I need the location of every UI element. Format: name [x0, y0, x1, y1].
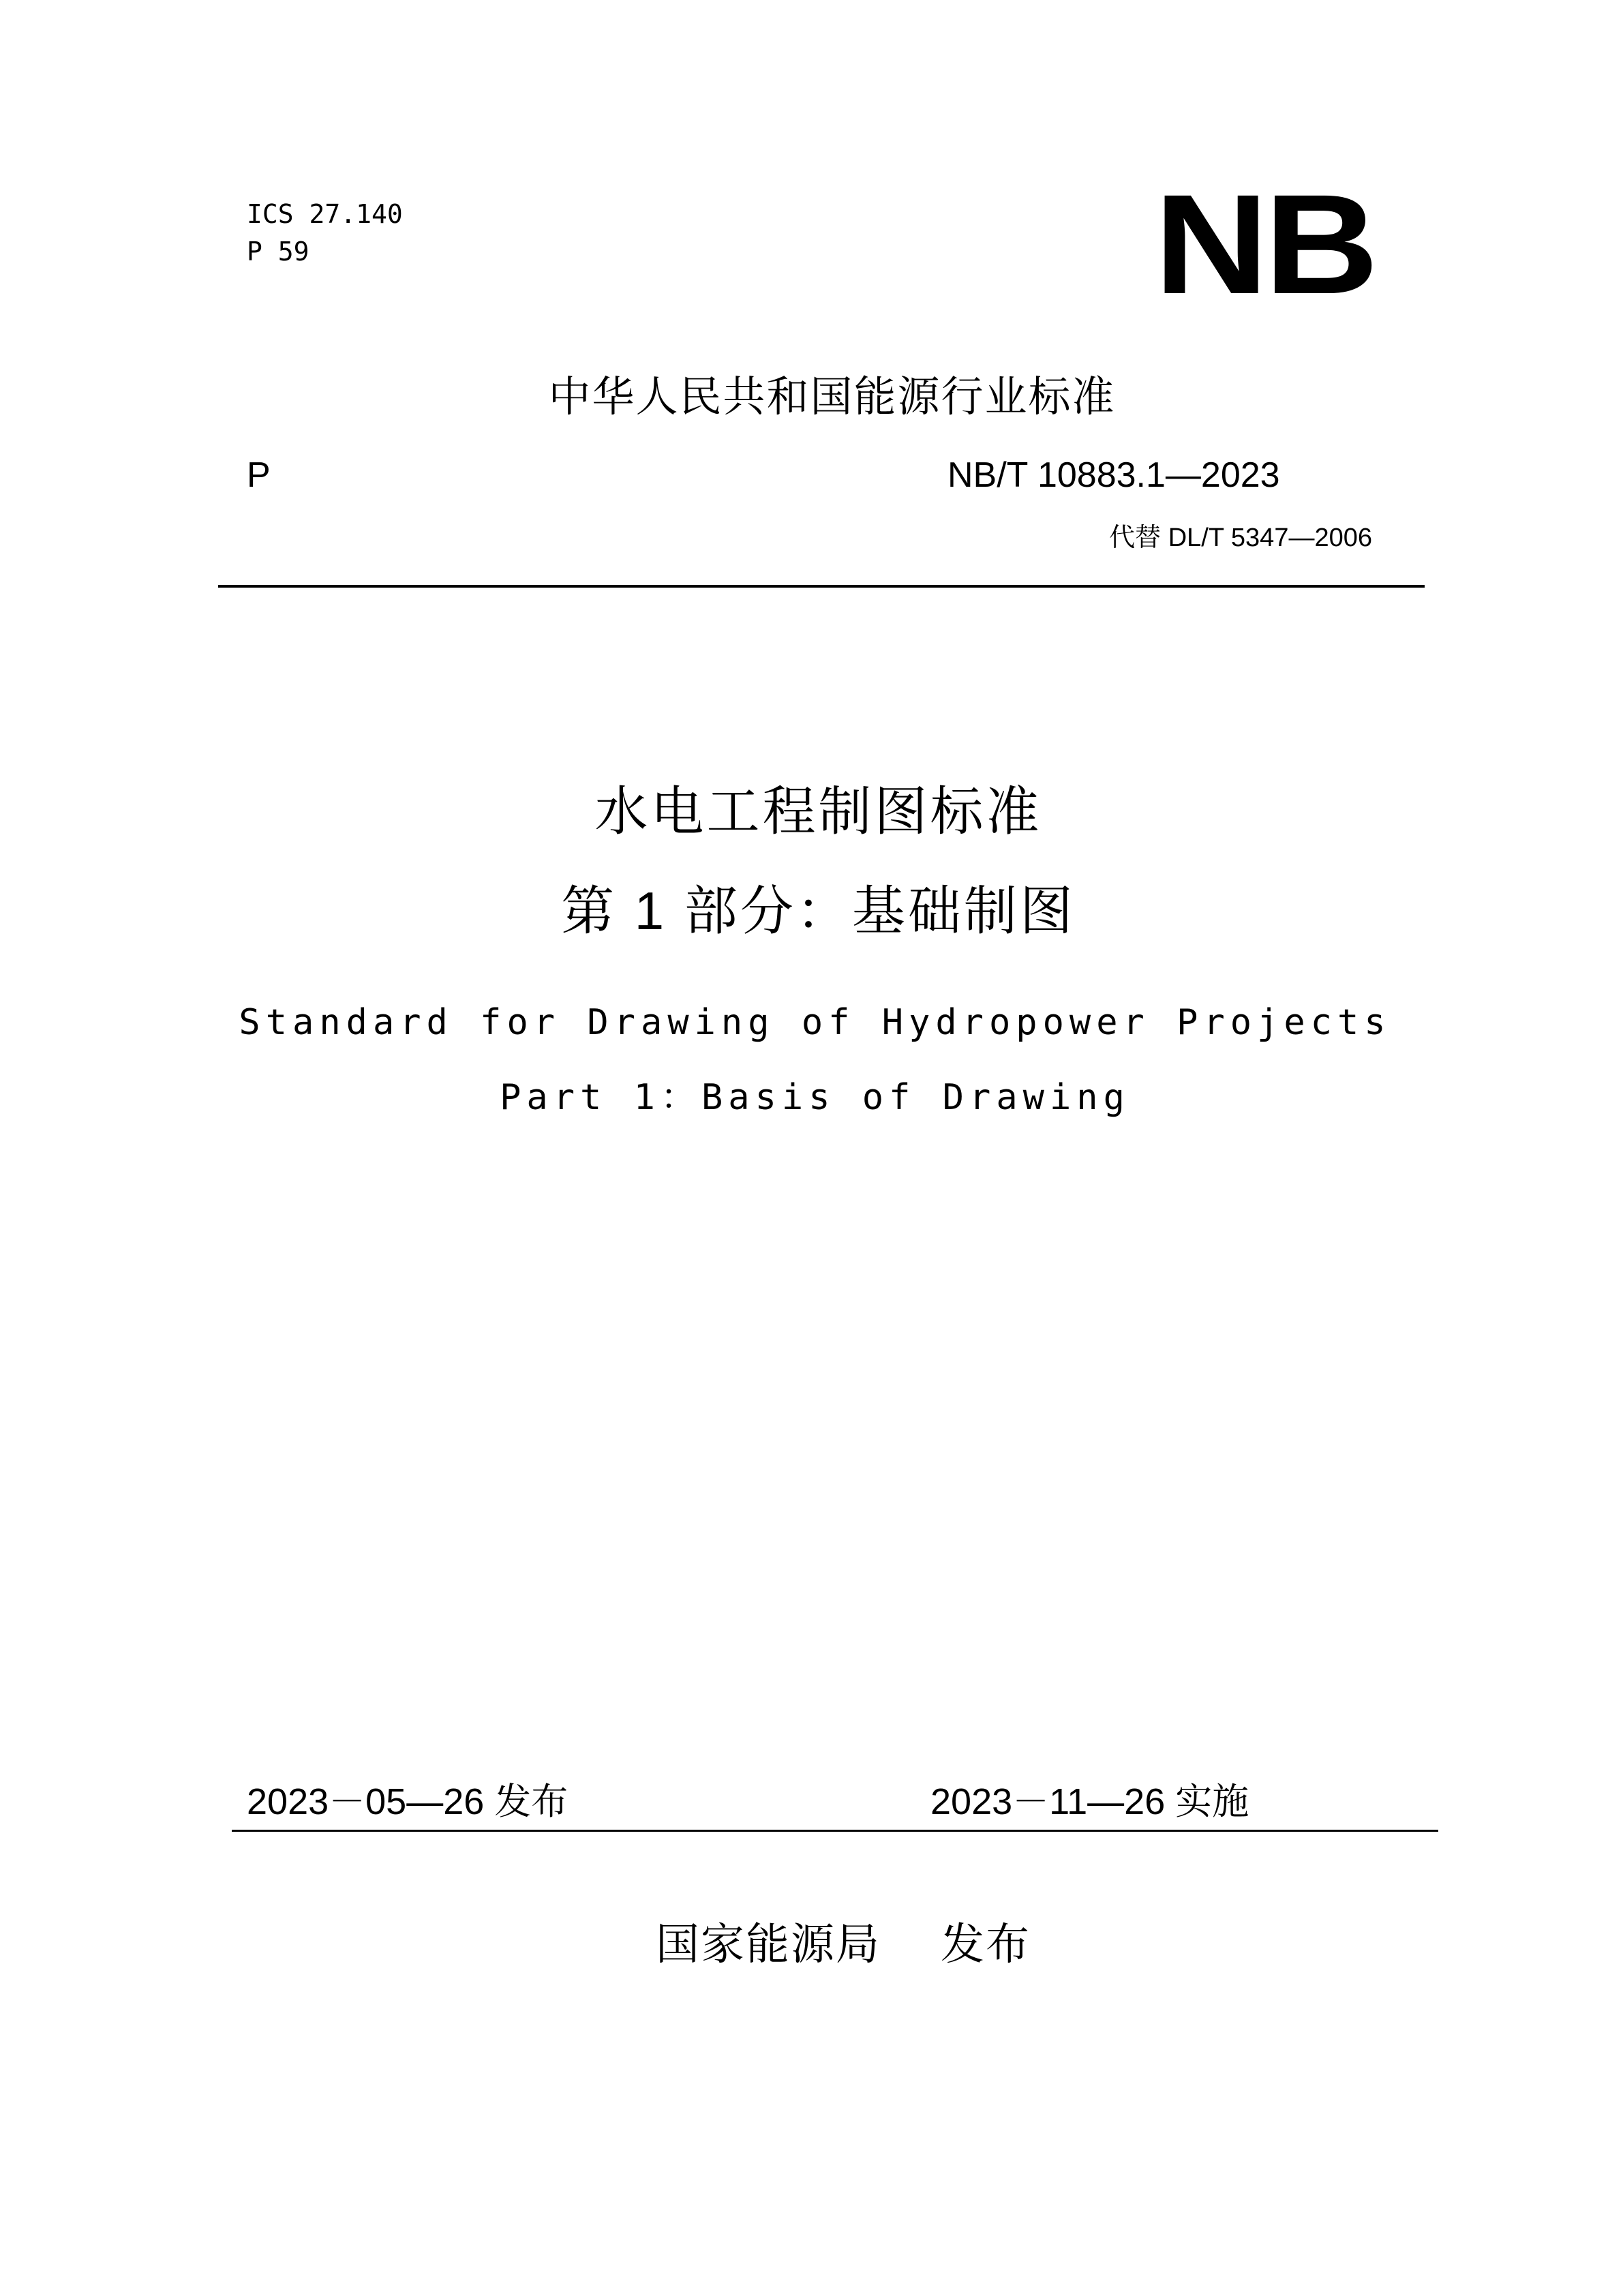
title-chinese-part: 第 1 部分：基础制图 [561, 881, 1076, 941]
title-chinese-main: 水电工程制图标准 [594, 781, 1042, 841]
issuing-authority: 国家能源局 [656, 1920, 881, 1969]
standard-category: 中华人民共和国能源行业标准 [548, 374, 1116, 421]
title-english-part: Part 1：Basis of Drawing [500, 1077, 1130, 1118]
effective-date: 2023－11—26 实施 [930, 1781, 1249, 1822]
classification-mark: P [247, 455, 271, 495]
title-english-main: Standard for Drawing of Hydropower Projects [239, 1002, 1391, 1043]
top-divider [218, 585, 1425, 588]
nb-logo: NB [1154, 166, 1375, 324]
replaces-standard: 代替 DL/T 5347—2006 [1109, 524, 1372, 552]
issuing-action: 发布 [941, 1920, 1031, 1969]
bottom-divider [232, 1830, 1438, 1832]
issue-date: 2023－05—26 发布 [247, 1781, 568, 1822]
standard-number: NB/T 10883.1—2023 [947, 455, 1280, 495]
ics-code: ICS 27.140 [247, 199, 403, 229]
ccs-code: P 59 [247, 237, 309, 267]
